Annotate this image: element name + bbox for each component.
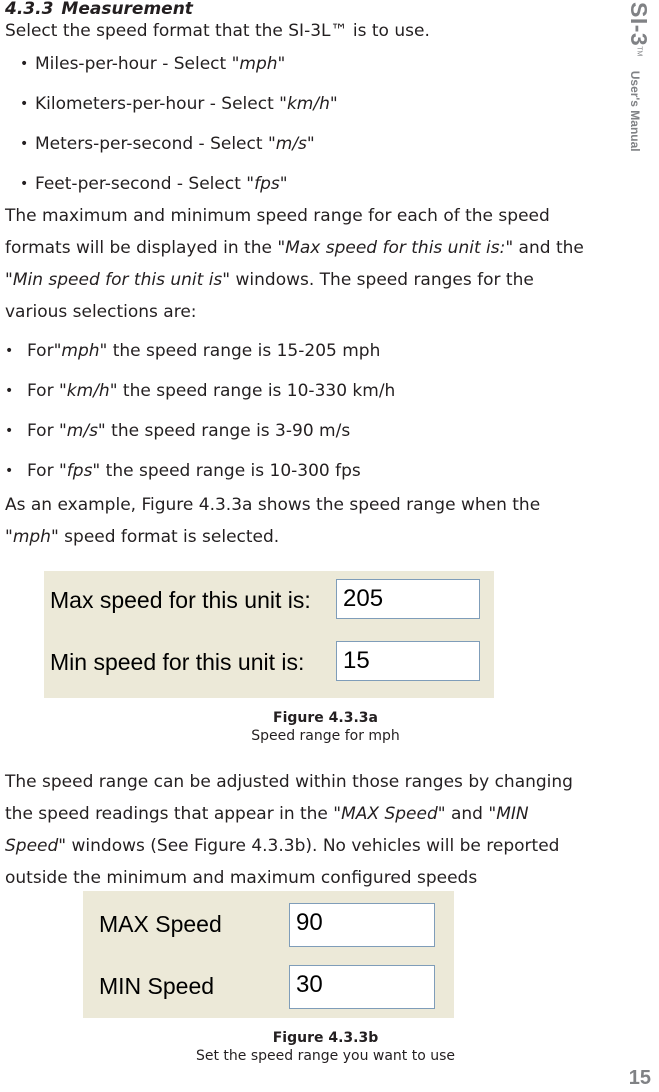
- list-item: • For "m/s" the speed range is 3-90 m/s: [5, 411, 590, 451]
- min-speed-row: [44, 641, 494, 685]
- caption-title: Figure 4.3.3a: [273, 710, 378, 726]
- intro-text: Select the speed format that the SI-3L™ is to use.: [5, 21, 430, 41]
- page-number: 15: [628, 1067, 651, 1089]
- manual-title: User's Manual: [628, 70, 642, 152]
- max-speed-row: [44, 579, 494, 623]
- max-speed-row: [83, 903, 454, 947]
- figure-a-caption: [0, 709, 655, 745]
- figure-b-caption: [0, 1029, 655, 1065]
- trademark-mark: TM: [635, 46, 643, 57]
- list-item: • Meters-per-second - Select "m/s": [5, 124, 590, 164]
- adjust-paragraph: The speed range can be adjusted within those ranges by changing the speed readings that appear in the "MAX Speed" and "MIN Speed" windows (See Figure 4.3.3b). No vehicles will be reported outside the minimum and maximum conﬁgured speeds: [5, 772, 573, 888]
- min-speed-row: [83, 965, 454, 1009]
- max-speed-label: MAX Speed: [99, 911, 222, 937]
- body-text: [5, 0, 590, 553]
- section-heading: [5, 0, 590, 18]
- caption-text: Set the speed range you want to use: [195, 1048, 456, 1064]
- caption-text: Speed range for mph: [251, 728, 400, 744]
- range-paragraph: The maximum and minimum speed range for each of the speed formats will be displayed in the "Max speed for this unit is:" and the "Min speed for this unit is" windows. The speed ranges for the various selections are:: [5, 206, 584, 322]
- max-speed-label: Max speed for this unit is:: [50, 587, 311, 613]
- max-speed-field[interactable]: 90: [289, 903, 435, 947]
- min-speed-field[interactable]: 15: [336, 641, 480, 681]
- min-speed-label: MIN Speed: [99, 973, 215, 999]
- max-speed-field[interactable]: 205: [336, 579, 480, 619]
- speed-range-list: [5, 331, 590, 491]
- section-title: Measurement: [61, 0, 193, 19]
- adjust-text: [5, 766, 590, 894]
- figure-speed-range-mph: [44, 571, 494, 698]
- speed-format-list: [5, 44, 590, 204]
- min-speed-label: Min speed for this unit is:: [50, 649, 305, 675]
- product-name: SI-3: [626, 2, 652, 47]
- figure-set-speed-range: [83, 891, 454, 1018]
- running-header: [625, 2, 652, 152]
- list-item: • Feet-per-second - Select "fps": [5, 164, 590, 204]
- list-item: • For"mph" the speed range is 15-205 mph: [5, 331, 590, 371]
- caption-title: Figure 4.3.3b: [272, 1030, 379, 1046]
- section-number: 4.3.3: [5, 0, 54, 19]
- list-item: • Kilometers-per-hour - Select "km/h": [5, 84, 590, 124]
- min-speed-field[interactable]: 30: [289, 965, 435, 1009]
- list-item: • For "km/h" the speed range is 10-330 km/h: [5, 371, 590, 411]
- list-item: • For "fps" the speed range is 10-300 fps: [5, 451, 590, 491]
- example-paragraph: As an example, Figure 4.3.3a shows the speed range when the "mph" speed format is selected.: [5, 495, 541, 547]
- list-item: • Miles-per-hour - Select "mph": [5, 44, 590, 84]
